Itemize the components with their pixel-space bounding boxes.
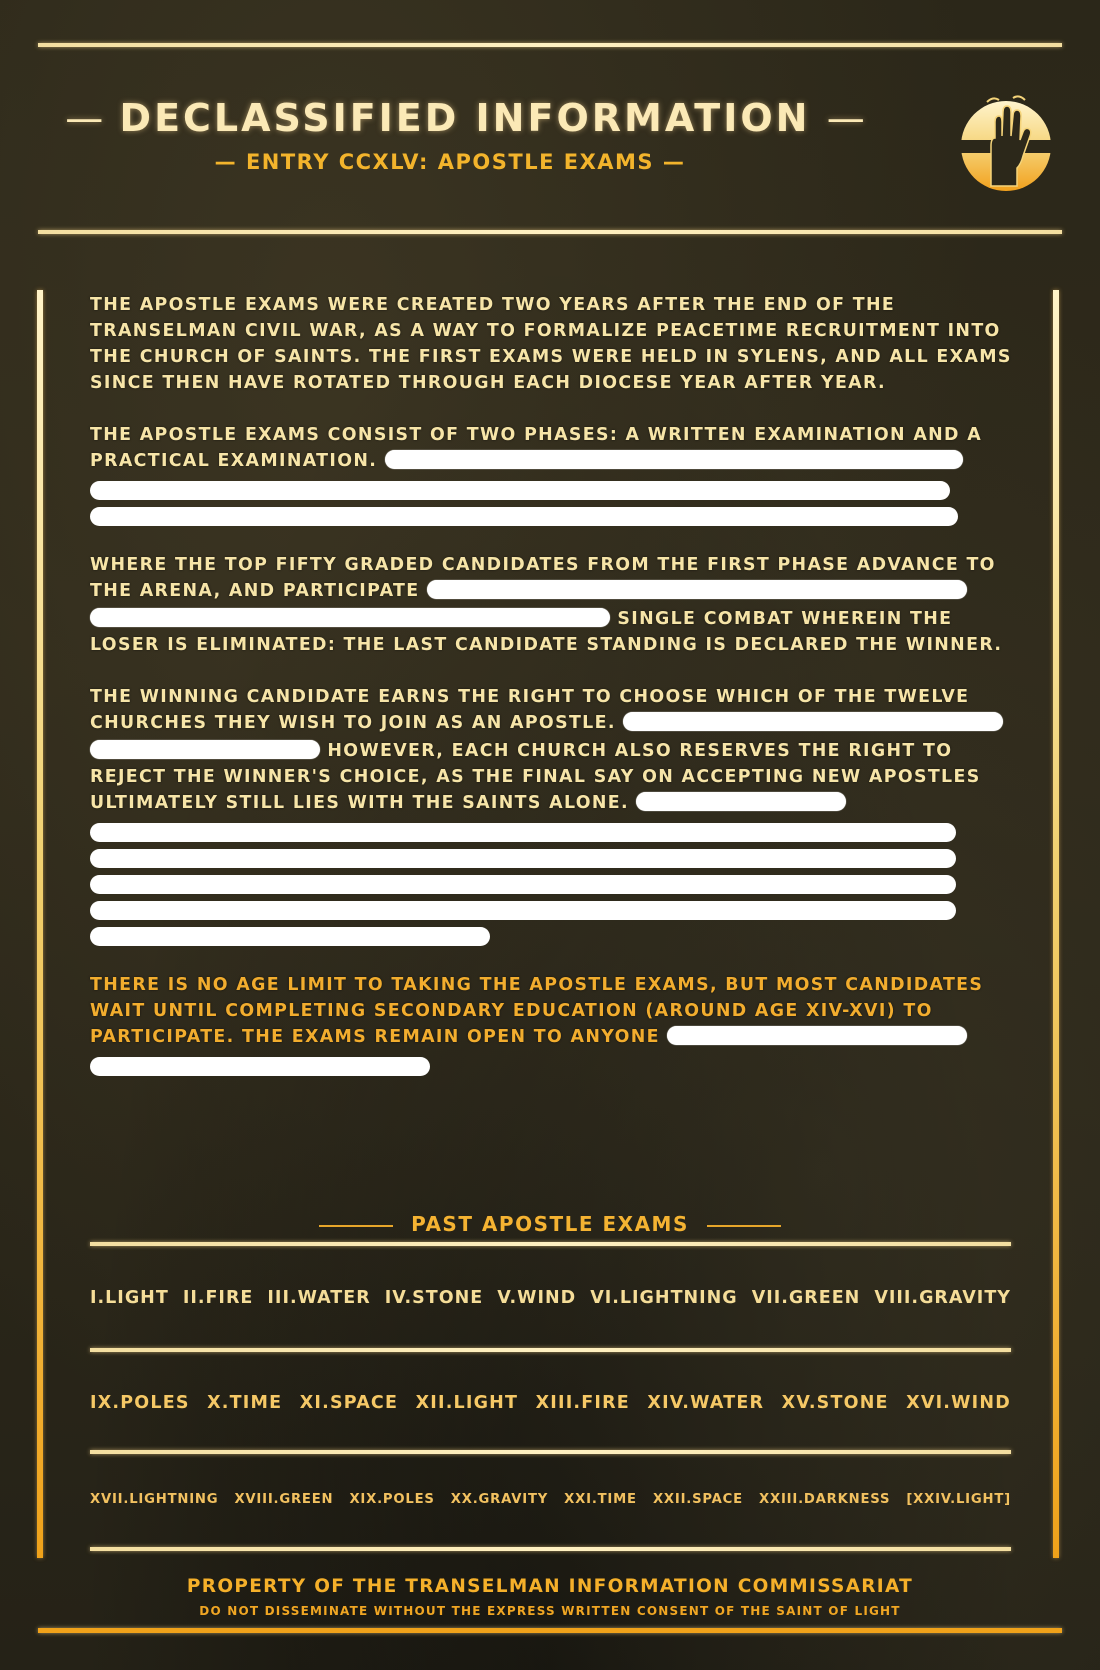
exam-entry: VIII.GRAVITY	[874, 1288, 1011, 1308]
header-bottom-rule	[38, 230, 1062, 234]
left-frame-bar	[37, 290, 43, 1558]
paragraph-winner-text-b: HOWEVER, EACH CHURCH ALSO RESERVES THE RIGHT TO REJECT THE WINNER'S CHOICE, AS THE FINAL SAY ON ACCEPTING NEW APOSTLES ULTIMATELY STILL LIES WITH THE SAINTS ALONE.	[90, 741, 981, 813]
paragraph-arena	[90, 552, 1020, 658]
redaction-bar	[90, 1057, 430, 1076]
exam-table-rule	[90, 1450, 1011, 1454]
exam-entry: XIX.POLES	[349, 1492, 435, 1507]
exam-entry: VII.GREEN	[751, 1288, 861, 1308]
exam-entry: V.WIND	[497, 1288, 577, 1308]
exam-entry: XVIII.GREEN	[234, 1492, 334, 1507]
paragraph-age-limit	[90, 972, 1020, 1076]
redaction-bar	[385, 450, 963, 469]
exam-entry: XXI.TIME	[564, 1492, 637, 1507]
paragraph-origin-text: THE APOSTLE EXAMS WERE CREATED TWO YEARS AFTER THE END OF THE TRANSELMAN CIVIL WAR, AS A WAY TO FORMALIZE PEACETIME RECRUITMENT INTO THE CHURCH OF SAINTS. THE FIRST EXAMS WERE HELD IN SYLENS, AND ALL EXAMS SINCE THEN HAVE ROTATED THROUGH EACH DIOCESE YEAR AFTER YEAR.	[90, 295, 1012, 393]
top-border-rule	[38, 43, 1062, 47]
redaction-bar	[667, 1026, 967, 1045]
redaction-bar	[623, 712, 1003, 731]
redaction-bar	[636, 792, 846, 811]
footer-warning: DO NOT DISSEMINATE WITHOUT THE EXPRESS WRITTEN CONSENT OF THE SAINT OF LIGHT	[199, 1604, 901, 1618]
title-text: DECLASSIFIED INFORMATION	[119, 96, 811, 140]
exam-entry: XI.SPACE	[299, 1393, 399, 1413]
exam-entry: III.WATER	[267, 1288, 371, 1308]
past-exams-heading-text: PAST APOSTLE EXAMS	[411, 1212, 689, 1236]
exam-entry: II.FIRE	[182, 1288, 254, 1308]
exam-entry: XII.LIGHT	[415, 1393, 519, 1413]
exam-row-2	[90, 1393, 1011, 1413]
subtitle-text: ENTRY CCXLV: APOSTLE EXAMS	[245, 150, 655, 174]
exam-row-3	[90, 1492, 1011, 1507]
redaction-bar	[427, 580, 967, 599]
exam-row-1	[90, 1288, 1011, 1308]
paragraph-arena-text-b: SINGLE COMBAT WHEREIN THE LOSER IS ELIMINATED: THE LAST CANDIDATE STANDING IS DECLARED THE WINNER.	[90, 609, 1003, 655]
document-body	[90, 292, 1020, 1102]
exam-entry: XIII.FIRE	[535, 1393, 630, 1413]
paragraph-winner	[90, 684, 1020, 946]
paragraph-origin	[90, 292, 1020, 396]
footer-ownership: PROPERTY OF THE TRANSELMAN INFORMATION COMMISSARIAT	[186, 1576, 914, 1597]
subtitle-dash-right: —	[662, 150, 686, 174]
redaction-bar	[90, 608, 610, 627]
exam-entry: IX.POLES	[90, 1393, 190, 1413]
exam-entry: XIV.WATER	[647, 1393, 765, 1413]
heading-rule-right	[707, 1225, 781, 1227]
exam-entry: XV.STONE	[781, 1393, 889, 1413]
redaction-bar	[90, 875, 956, 894]
exam-entry: XXII.SPACE	[652, 1492, 743, 1507]
redaction-bar	[90, 507, 958, 526]
redaction-bar	[90, 740, 320, 759]
paragraph-age-limit-text: THERE IS NO AGE LIMIT TO TAKING THE APOSTLE EXAMS, BUT MOST CANDIDATES WAIT UNTIL COMPLETING SECONDARY EDUCATION (AROUND AGE XIV-XVI) TO PARTICIPATE. THE EXAMS REMAIN OPEN TO ANYONE	[90, 975, 984, 1047]
exam-entry: I.LIGHT	[90, 1288, 169, 1308]
redaction-bar	[90, 849, 956, 868]
hand-emblem-icon	[947, 94, 1065, 194]
exam-entry: VI.LIGHTNING	[590, 1288, 738, 1308]
exam-table-rule	[90, 1547, 1011, 1551]
exam-entry: [XXIV.LIGHT]	[906, 1492, 1011, 1507]
redaction-bar	[90, 481, 950, 500]
exam-table-rule	[90, 1348, 1011, 1352]
heading-rule-left	[319, 1225, 393, 1227]
title-dash-left: —	[65, 96, 104, 140]
exam-entry: X.TIME	[207, 1393, 283, 1413]
exam-entry: XVI.WIND	[906, 1393, 1011, 1413]
title-dash-right: —	[826, 96, 865, 140]
redaction-bar	[90, 927, 490, 946]
redaction-bar	[90, 901, 956, 920]
exam-entry: IV.STONE	[384, 1288, 484, 1308]
subtitle-dash-left: —	[214, 150, 238, 174]
past-exams-heading	[90, 1212, 1010, 1236]
redaction-bar	[90, 823, 956, 842]
paragraph-winner-text-a: THE WINNING CANDIDATE EARNS THE RIGHT TO CHOOSE WHICH OF THE TWELVE CHURCHES THEY WISH TO JOIN AS AN APOSTLE.	[90, 687, 970, 733]
exam-entry: XXIII.DARKNESS	[759, 1492, 891, 1507]
exam-entry: XX.GRAVITY	[450, 1492, 549, 1507]
entry-subtitle	[40, 150, 860, 174]
paragraph-phases	[90, 422, 1020, 526]
paragraph-phases-text: THE APOSTLE EXAMS CONSIST OF TWO PHASES: A WRITTEN EXAMINATION AND A PRACTICAL EXAMINATION.	[90, 425, 983, 471]
page-title	[40, 96, 890, 140]
exam-entry: XVII.LIGHTNING	[90, 1492, 219, 1507]
right-frame-bar	[1053, 290, 1059, 1558]
exam-table-rule	[90, 1242, 1011, 1246]
bottom-border-rule	[38, 1628, 1062, 1633]
paragraph-arena-text-a: WHERE THE TOP FIFTY GRADED CANDIDATES FROM THE FIRST PHASE ADVANCE TO THE ARENA, AND PARTICIPATE	[90, 555, 996, 601]
